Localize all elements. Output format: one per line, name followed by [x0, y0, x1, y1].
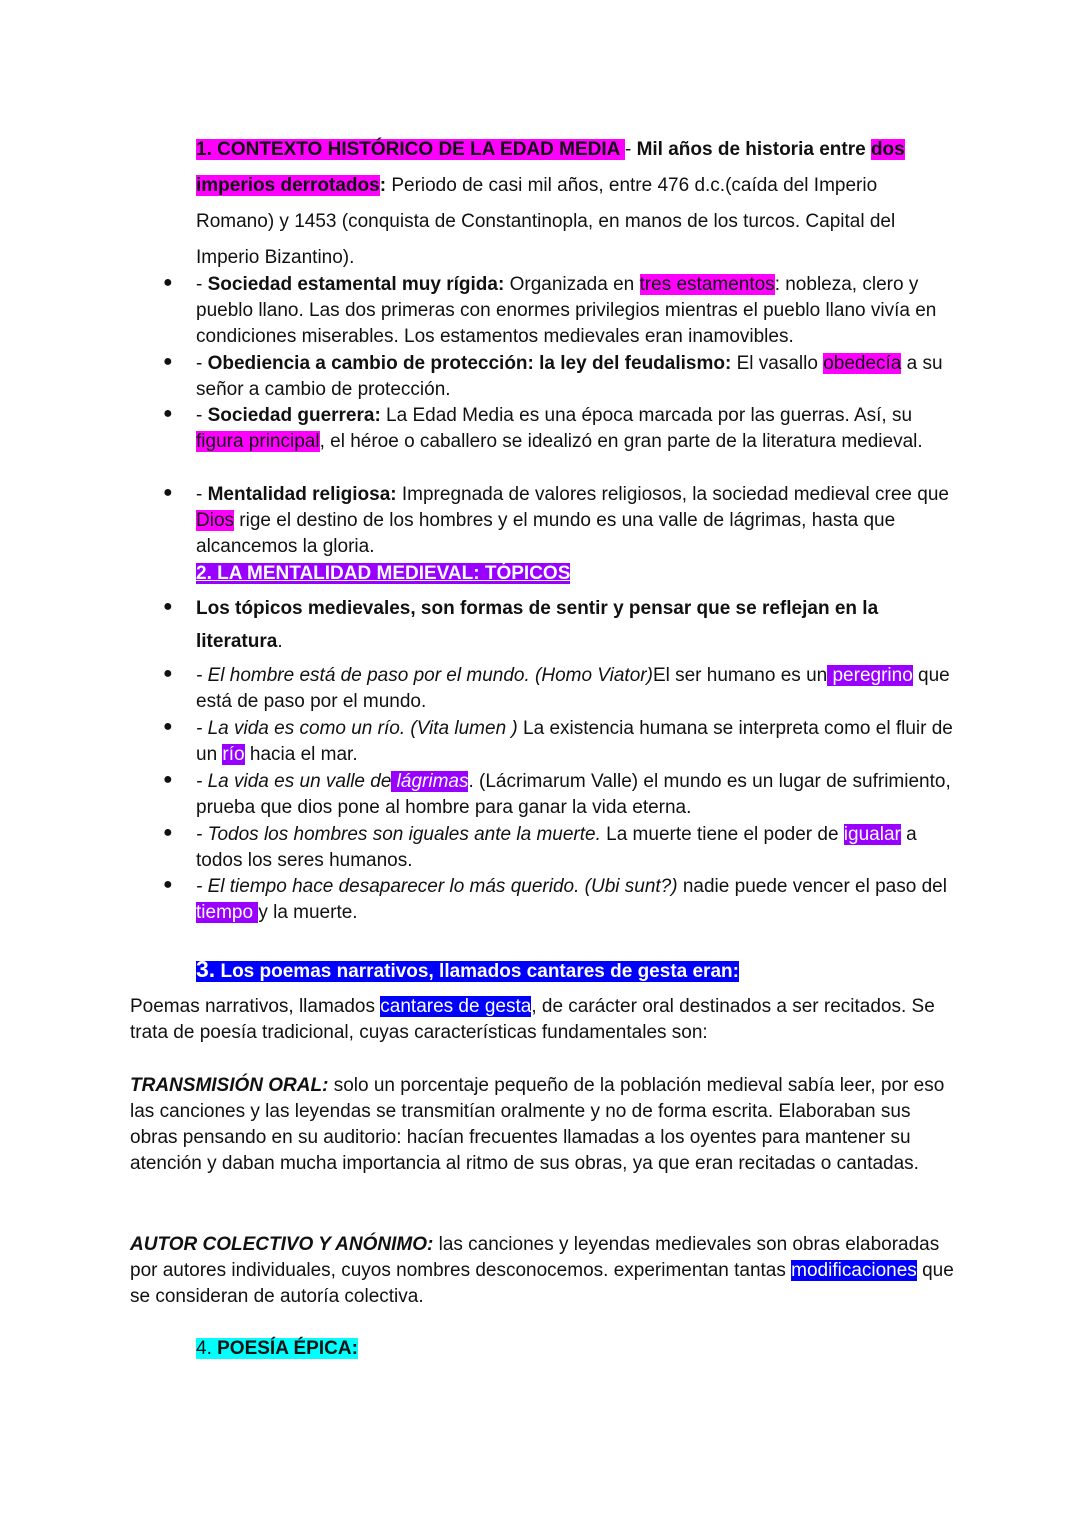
highlight: obedecía [823, 353, 902, 374]
list-item: - Obediencia a cambio de protección: la ley del feudalismo: El vasallo obedecía a su señor a cambio de protección. [196, 353, 943, 400]
bullet-icon: ● [163, 598, 173, 615]
section-2-heading [196, 561, 956, 587]
list-item: - Mentalidad religiosa: Impregnada de valores religiosos, la sociedad medieval cree que Dios rige el destino de los hombres y el mundo es una valle de lágrimas, hasta que alcancemos la gloria. [196, 484, 949, 557]
section-4-heading [196, 1336, 956, 1362]
paragraph: Poemas narrativos, llamados cantares de gesta, de carácter oral destinados a ser recitados. Se trata de poesía tradicional, cuyas características fundamentales son: [130, 996, 935, 1043]
paragraph: TRANSMISIÓN ORAL: solo un porcentaje pequeño de la población medieval sabía leer, por eso las canciones y las leyendas se transmitían oralmente y no de forma escrita. Elaboraban sus obras pensando en su auditorio: hacían frecuentes llamadas a los oyentes para mantener su atención y daban mucha importancia al ritmo de sus obras, ya que eran recitadas o cantadas. [130, 1075, 945, 1174]
list-item: - Todos los hombres son iguales ante la muerte. La muerte tiene el poder de igualar a todos los seres humanos. [196, 824, 917, 871]
highlight: cantares de gesta [380, 996, 532, 1017]
highlight: tiempo [196, 902, 259, 923]
bullet-icon: ● [163, 405, 173, 422]
highlight: figura principal [196, 431, 320, 452]
highlight: lágrimas [391, 771, 469, 792]
highlight: peregrino [827, 665, 913, 686]
list-item: - Sociedad guerrera: La Edad Media es una época marcada por las guerras. Así, su figura principal, el héroe o caballero se idealizó en gran parte de la literatura medieval. [196, 405, 923, 452]
section-1-title: 1. CONTEXTO HISTÓRICO DE LA EDAD MEDIA [196, 139, 625, 160]
section-3-title: 3. Los poemas narrativos, llamados cantares de gesta eran: [196, 956, 739, 982]
bullet-icon: ● [163, 876, 173, 893]
highlight: Dios [196, 510, 235, 531]
highlight: igualar [843, 824, 901, 845]
highlight: río [222, 744, 245, 765]
list-item: - La vida es un valle de lágrimas. (Lácrimarum Valle) el mundo es un lugar de sufrimiento, prueba que dios pone al hombre para ganar la vida eterna. [196, 771, 951, 818]
bullet-icon: ● [163, 665, 173, 682]
paragraph: AUTOR COLECTIVO Y ANÓNIMO: las canciones y leyendas medievales son obras elaboradas por autores individuales, cuyos nombres desconocemos. experimentan tantas modificaciones que se consideran de autoría colectiva. [130, 1234, 954, 1307]
highlight: tres estamentos [639, 274, 775, 295]
list-item: - El tiempo hace desaparecer lo más querido. (Ubi sunt?) nadie puede vencer el paso del tiempo y la muerte. [196, 876, 947, 923]
highlight: dos imperios derrotados [196, 139, 905, 196]
section-4-title: 4. POESÍA ÉPICA: [196, 1338, 358, 1359]
bullet-icon: ● [163, 771, 173, 788]
section-2-title: 2. LA MENTALIDAD MEDIEVAL: TÓPICOS [196, 563, 571, 584]
list-item: - La vida es como un río. (Vita lumen ) La existencia humana se interpreta como el fluir de un río hacia el mar. [196, 718, 953, 765]
bullet-icon: ● [163, 484, 173, 501]
bullet-icon: ● [163, 274, 173, 291]
list-item: - El hombre está de paso por el mundo. (Homo Viator)El ser humano es un peregrino que está de paso por el mundo. [196, 665, 950, 712]
list-item: - Sociedad estamental muy rígida: Organizada en tres estamentos: nobleza, clero y pueblo llano. Las dos primeras con enormes privilegios mientras el pueblo llano vivía en condiciones miserables. Los estamentos medievales eran inamovibles. [196, 274, 937, 347]
section-1-intro: Periodo de casi mil años, entre 476 d.c.(caída del Imperio Romano) y 1453 (conquista de Constantinopla, en manos de los turcos. Capital del Imperio Bizantino). [196, 175, 896, 268]
list-item: Los tópicos medievales, son formas de sentir y pensar que se reflejan en la literatura. [196, 598, 879, 652]
section-3-heading [196, 954, 956, 987]
bullet-icon: ● [163, 824, 173, 841]
bullet-icon: ● [163, 718, 173, 735]
highlight: modificaciones [791, 1260, 917, 1281]
section-1-heading: 1. CONTEXTO HISTÓRICO DE LA EDAD MEDIA - Mil años de historia entre dos imperios derrotados: Periodo de casi mil años, entre 476 d.c.(caída del Imperio Romano) y 1453 (conquista de Constantinopla, en manos de los turcos. Capital del Imperio Bizantino). [196, 139, 905, 268]
bullet-icon: ● [163, 353, 173, 370]
